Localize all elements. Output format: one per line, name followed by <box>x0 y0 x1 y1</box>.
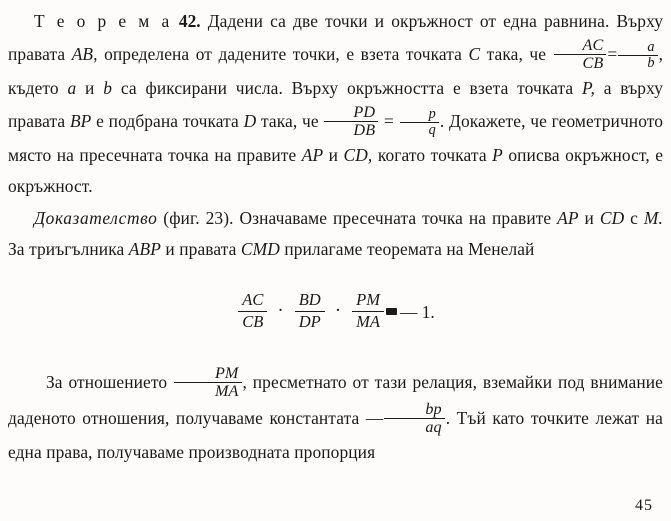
theorem-statement-part6: а върху правата <box>8 77 664 131</box>
segment-bp: BP <box>69 111 92 131</box>
proof-text-4: и правата <box>165 238 237 259</box>
theorem-label: Т е о р е м а <box>34 11 172 31</box>
fraction-numerator: BD <box>295 291 325 312</box>
theorem-number: 42. <box>178 11 201 31</box>
fraction-bd-dp <box>295 291 325 331</box>
proof-paragraph <box>8 203 663 265</box>
line-cd: CD <box>599 207 625 228</box>
fraction-denominator: q <box>428 122 436 139</box>
line-ap: AP <box>557 207 579 228</box>
proof-text-1: Означаваме пресечната точка на правите <box>239 207 552 228</box>
fraction-pm-ma <box>174 365 242 401</box>
equals-sign-2: = <box>383 111 394 131</box>
fraction-pm-ma <box>352 291 384 331</box>
fraction-denominator: DB <box>353 122 376 140</box>
closing-text-column <box>8 365 663 468</box>
fraction-p-q <box>400 107 439 139</box>
theorem-statement-part1: Дадени са две точки и окръжност от една равнина. Върху правата <box>8 11 664 65</box>
closing-text-2: , пресметнато от тази релация, вземайки под внимание даденото отношения, получаваме константата <box>8 372 663 428</box>
line-cd: CD, <box>343 144 373 165</box>
menelaus-equation <box>0 291 671 331</box>
line-ap: AP <box>301 144 324 165</box>
theorem-statement-part10: когато точката <box>377 144 487 165</box>
fraction-numerator: a <box>618 40 657 56</box>
proof-heading: Доказателство <box>34 207 158 228</box>
equation-right-side: — 1. <box>399 301 435 322</box>
point-d: D <box>243 111 257 131</box>
fraction-ac-cb <box>554 37 607 73</box>
fraction-pd-db <box>324 104 378 140</box>
variable-a: a <box>67 77 77 98</box>
triangle-abp: ABP <box>128 238 161 259</box>
proof-text-3: За триъгълника <box>8 238 125 259</box>
proof-text-2: с <box>630 207 638 228</box>
fraction-denominator: aq <box>425 419 442 437</box>
fraction-bp-aq <box>384 401 444 437</box>
fraction-a-b <box>618 40 657 72</box>
conjunction-and-2: и <box>328 144 339 165</box>
conjunction-and: и <box>85 77 95 98</box>
theorem-statement-part2: определена от дадените точки, е взета точката <box>104 44 462 65</box>
closing-paragraph <box>8 365 663 468</box>
fraction-numerator: AC <box>238 291 267 312</box>
fraction-ac-cb <box>238 291 267 331</box>
text-column <box>8 6 663 265</box>
fraction-numerator: PM <box>352 291 384 312</box>
fraction-numerator: PD <box>324 104 378 122</box>
segment-ab: AB, <box>71 44 98 65</box>
fraction-denominator: MA <box>356 311 380 331</box>
theorem-statement-part9: . Докажете, че геометричното място на пресечната точка на правите <box>8 111 664 165</box>
line-cmd: CMD <box>240 238 280 259</box>
fraction-denominator: CB <box>242 311 264 331</box>
theorem-paragraph <box>8 6 663 202</box>
theorem-statement-part11: описва окръжност, е окръжност. <box>8 144 664 196</box>
variable-b: b <box>103 77 113 98</box>
multiplication-dot-1: · <box>277 299 284 321</box>
ink-blot-mark <box>386 308 397 315</box>
point-p-2: P <box>492 144 503 165</box>
equation-inner <box>236 291 435 331</box>
conjunction-and: и <box>584 207 594 228</box>
theorem-statement-part5: са фиксирани числа. Върху окръжността е взета точката <box>120 77 574 98</box>
proof-text-5: прилагаме теоремата на Менелай <box>284 238 535 259</box>
fraction-numerator: p <box>400 107 439 123</box>
fraction-denominator: b <box>647 55 655 72</box>
figure-reference: (фиг. 23). <box>163 207 234 228</box>
theorem-statement-part4: , където <box>8 44 664 98</box>
point-m: M. <box>643 207 663 228</box>
fraction-denominator: CB <box>582 55 604 73</box>
theorem-statement-part8: така, че <box>261 111 319 131</box>
page-number: 45 <box>635 497 653 514</box>
multiplication-dot-2: · <box>334 299 342 321</box>
equals-sign: = <box>607 44 618 65</box>
minus-sign: — <box>365 408 384 428</box>
fraction-numerator: PM <box>174 365 242 383</box>
closing-text-3: . Тъй като точките лежат на една права, получаваме производната пропорция <box>8 408 663 462</box>
fraction-numerator: bp <box>384 401 444 419</box>
point-p: P, <box>582 77 595 98</box>
point-c: C <box>468 44 481 65</box>
theorem-statement-part3: така, че <box>486 44 547 65</box>
fraction-denominator: MA <box>214 383 239 401</box>
fraction-numerator: AC <box>554 37 607 55</box>
theorem-statement-part7: е подбрана точката <box>96 111 239 131</box>
fraction-denominator: DP <box>298 311 321 331</box>
closing-text-1: За отношението <box>46 372 168 393</box>
